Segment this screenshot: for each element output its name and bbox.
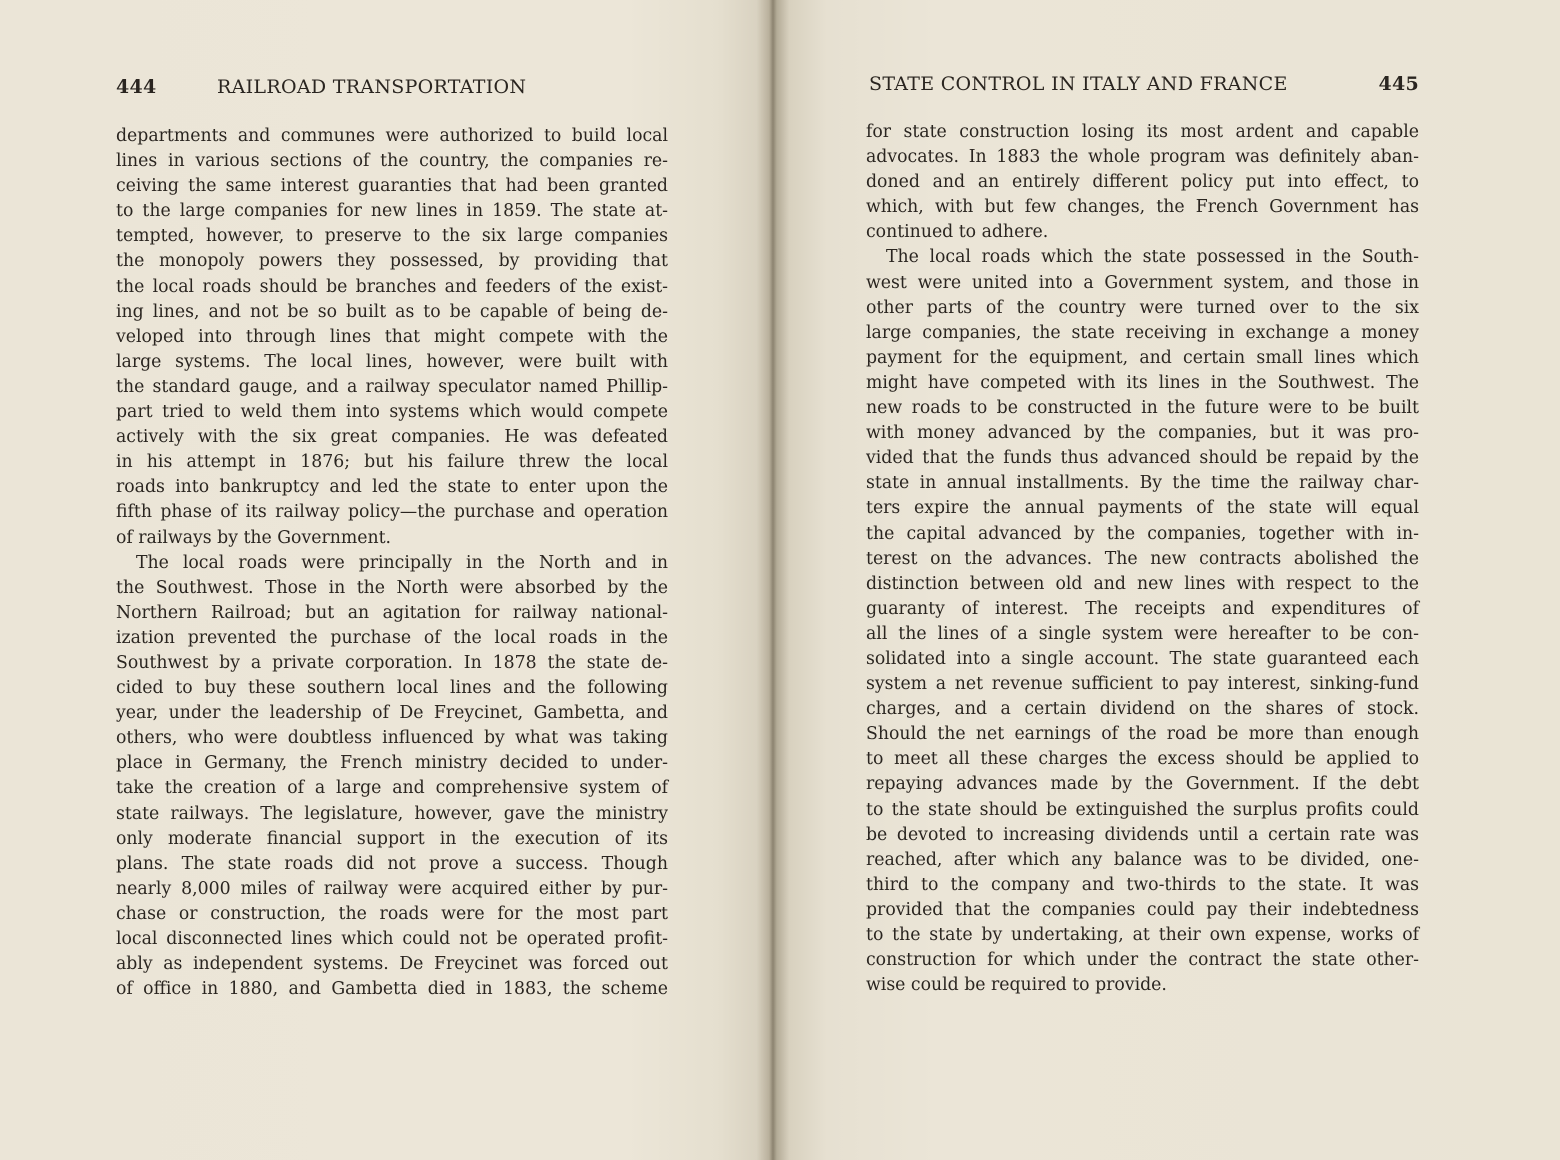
text-line: ceiving the same interest guaranties that had been granted — [116, 176, 668, 197]
text-line: chase or construction, the roads were for the most part — [116, 903, 668, 924]
text-line: place in Germany, the French ministry decided to under- — [116, 753, 668, 774]
text-line: nearly 8,000 miles of railway were acquired either by pur- — [116, 878, 668, 899]
text-line: Northern Railroad; but an agitation for railway national- — [116, 602, 668, 623]
text-line: charges, and a certain dividend on the shares of stock. — [866, 699, 1419, 720]
page-number: 444 — [116, 76, 157, 98]
text-line: actively with the six great companies. He was defeated — [116, 427, 668, 448]
text-line: with money advanced by the companies, but it was pro- — [866, 423, 1419, 444]
text-line: others, who were doubtless influenced by what was taking — [116, 728, 668, 749]
text-line: large companies, the state receiving in exchange a money — [866, 322, 1419, 343]
text-line: to the state should be extinguished the surplus profits could — [866, 799, 1419, 820]
text-line: plans. The state roads did not prove a success. Though — [116, 853, 668, 874]
left-page — [116, 0, 668, 1160]
text-line: Southwest by a private corporation. In 1878 the state de- — [116, 652, 668, 673]
text-line: system a net revenue sufficient to pay interest, sinking-fund — [866, 674, 1419, 695]
text-line: to meet all these charges the excess should be applied to — [866, 749, 1419, 770]
text-line: veloped into through lines that might compete with the — [116, 326, 668, 347]
text-line: to the state by undertaking, at their own expense, works of — [866, 925, 1419, 945]
text-line: the standard gauge, and a railway speculator named Phillip- — [116, 376, 668, 397]
text-line: large systems. The local lines, however, were built with — [116, 351, 668, 372]
right-page — [866, 0, 1419, 1160]
text-line: continued to adhere. — [866, 222, 1049, 243]
page-number: 445 — [1378, 73, 1419, 95]
text-line: ization prevented the purchase of the local roads in the — [116, 627, 668, 648]
text-line: Should the net earnings of the road be more than enough — [866, 724, 1419, 745]
text-line: The local roads were principally in the North and in — [136, 552, 668, 573]
text-line: distinction between old and new lines with respect to the — [866, 573, 1419, 594]
text-line: wise could be required to provide. — [866, 975, 1167, 996]
text-line: solidated into a single account. The state guaranteed each — [866, 648, 1419, 669]
text-line: ters expire the annual payments of the state will equal — [866, 498, 1419, 519]
left-page-body — [116, 124, 668, 1002]
text-line: reached, after which any balance was to be divided, one- — [866, 849, 1419, 870]
right-page-header — [866, 73, 1419, 99]
text-line: to the large companies for new lines in 1859. The state at- — [116, 201, 668, 222]
text-line: of office in 1880, and Gambetta died in 1883, the scheme — [116, 979, 668, 1000]
right-page-body — [866, 120, 1419, 998]
text-line: be devoted to increasing dividends until a certain rate was — [866, 824, 1419, 845]
text-line: west were united into a Government system, and those in — [866, 272, 1419, 293]
text-line: part tried to weld them into systems which would compete — [116, 402, 668, 423]
running-head: RAILROAD TRANSPORTATION — [217, 76, 527, 98]
text-line: for state construction losing its most ardent and capable — [866, 122, 1419, 142]
text-line: roads into bankruptcy and led the state to enter upon the — [116, 477, 668, 498]
text-line: payment for the equipment, and certain small lines which — [866, 347, 1419, 368]
text-line: cided to buy these southern local lines and the following — [116, 678, 668, 699]
text-line: the capital advanced by the companies, together with in- — [866, 523, 1419, 544]
text-line: construction for which under the contract the state other- — [866, 950, 1419, 971]
text-line: only moderate financial support in the execution of its — [116, 828, 668, 849]
text-line: provided that the companies could pay their indebtedness — [866, 899, 1419, 920]
text-line: all the lines of a single system were hereafter to be con- — [866, 623, 1419, 644]
text-line: third to the company and two-thirds to the state. It was — [866, 874, 1419, 895]
text-line: ably as independent systems. De Freycinet was forced out — [116, 954, 668, 975]
text-line: fifth phase of its railway policy—the purchase and operation — [116, 502, 668, 523]
text-line: state railways. The legislature, however, gave the ministry — [116, 803, 668, 824]
text-line: new roads to be constructed in the future were to be built — [866, 398, 1419, 419]
text-line: The local roads which the state possessed in the South- — [886, 247, 1419, 268]
left-page-header — [116, 76, 668, 102]
text-line: lines in various sections of the country, the companies re- — [116, 151, 668, 172]
text-line: which, with but few changes, the French Government has — [866, 197, 1419, 218]
text-line: doned and an entirely different policy put into effect, to — [866, 172, 1419, 193]
text-line: state in annual installments. By the time the railway char- — [866, 473, 1419, 494]
text-line: repaying advances made by the Government. If the debt — [866, 774, 1419, 795]
running-head: STATE CONTROL IN ITALY AND FRANCE — [869, 73, 1288, 95]
text-line: might have competed with its lines in the Southwest. The — [866, 372, 1419, 393]
text-line: of railways by the Government. — [116, 527, 392, 548]
text-line: take the creation of a large and comprehensive system of — [116, 778, 668, 799]
text-line: advocates. In 1883 the whole program was definitely aban- — [866, 147, 1419, 168]
text-line: ing lines, and not be so built as to be capable of being de- — [116, 301, 668, 322]
text-line: departments and communes were authorized to build local — [116, 126, 668, 146]
text-line: in his attempt in 1876; but his failure threw the local — [116, 452, 668, 473]
text-line: the Southwest. Those in the North were absorbed by the — [116, 577, 668, 598]
text-line: the local roads should be branches and feeders of the exist- — [116, 276, 668, 297]
text-line: vided that the funds thus advanced should be repaid by the — [866, 448, 1419, 469]
text-line: tempted, however, to preserve to the six large companies — [116, 226, 668, 247]
text-line: the monopoly powers they possessed, by providing that — [116, 251, 668, 272]
text-line: year, under the leadership of De Freycinet, Gambetta, and — [116, 703, 668, 724]
text-line: local disconnected lines which could not be operated profit- — [116, 929, 668, 949]
text-line: terest on the advances. The new contracts abolished the — [866, 548, 1419, 569]
text-line: other parts of the country were turned over to the six — [866, 297, 1419, 318]
text-line: guaranty of interest. The receipts and expenditures of — [866, 598, 1419, 619]
